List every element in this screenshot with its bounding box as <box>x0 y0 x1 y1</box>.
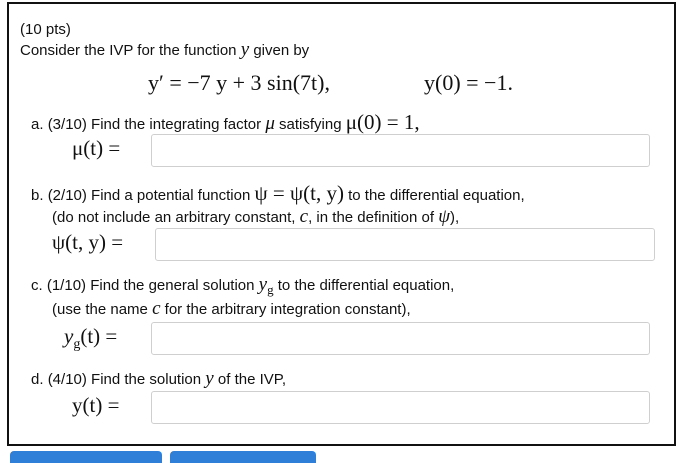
part-a-answer-input[interactable] <box>151 134 650 167</box>
part-c-prompt-line1 <box>31 276 454 299</box>
part-d-answer-label: y(t) = <box>72 393 120 417</box>
secondary-button[interactable] <box>170 451 316 463</box>
part-a-answer-label: μ(t) = <box>72 136 121 160</box>
part-b-prompt-line2 <box>52 208 459 227</box>
part-b-line2-suffix: ), <box>450 209 460 226</box>
part-b-answer-input[interactable] <box>155 228 655 261</box>
part-b-tag: b. <box>31 187 44 204</box>
part-d-prompt <box>31 370 286 389</box>
part-c-prompt-line2 <box>52 300 411 319</box>
part-c-label-sub: g <box>73 337 81 353</box>
part-a-text2: satisfying <box>279 116 342 133</box>
part-b-text1: (2/10) Find a potential function <box>47 187 251 204</box>
part-b-psi-eq: ψ = ψ(t, y) <box>254 181 344 205</box>
part-d-answer-input[interactable] <box>151 391 650 424</box>
part-a-tag: a. <box>31 116 44 133</box>
part-d-text1: (4/10) Find the solution <box>47 371 202 388</box>
part-c-text2: to the differential equation, <box>277 277 455 294</box>
part-c-label-y: y <box>64 324 74 348</box>
part-b-prompt-line1 <box>31 181 525 205</box>
part-d-y: y <box>205 368 214 389</box>
part-b-answer-label: ψ(t, y) = <box>52 230 124 254</box>
part-c-yg: y <box>258 274 268 295</box>
part-b-text2: to the differential equation, <box>348 187 525 204</box>
part-a-mu: μ <box>265 113 275 134</box>
part-b-line2-prefix: (do not include an arbitrary constant, <box>52 209 296 226</box>
intro-suffix: given by <box>253 42 310 59</box>
part-c-c: c <box>152 298 161 319</box>
part-d-tag: d. <box>31 371 44 388</box>
part-c-tag: c. <box>31 277 43 294</box>
part-a-prompt <box>31 110 420 134</box>
part-c-line2-suffix: for the arbitrary integration constant), <box>164 301 411 318</box>
part-a-cond: μ(0) = 1, <box>345 110 420 134</box>
part-b-c: c <box>299 206 309 227</box>
ivp-equation: y′ = −7 y + 3 sin(7t), <box>148 70 330 95</box>
part-b-line2-mid: , in the definition of <box>308 209 435 226</box>
part-c-answer-label <box>64 324 117 353</box>
part-b-psi: ψ <box>438 206 450 227</box>
part-a-text1: (3/10) Find the integrating factor <box>47 116 262 133</box>
part-c-yg-sub: g <box>267 282 274 297</box>
part-d-text2: of the IVP, <box>217 371 286 388</box>
ivp-initial: y(0) = −1. <box>424 70 513 95</box>
intro-text <box>20 41 309 60</box>
intro-prefix: Consider the IVP for the function <box>20 42 237 59</box>
submit-button[interactable] <box>10 451 162 463</box>
part-c-line2-prefix: (use the name <box>52 301 148 318</box>
intro-var: y <box>240 39 250 60</box>
points-label: (10 pts) <box>20 21 71 38</box>
part-c-text1: (1/10) Find the general solution <box>46 277 255 294</box>
part-c-label-rest: (t) = <box>80 324 118 348</box>
part-c-answer-input[interactable] <box>151 322 650 355</box>
